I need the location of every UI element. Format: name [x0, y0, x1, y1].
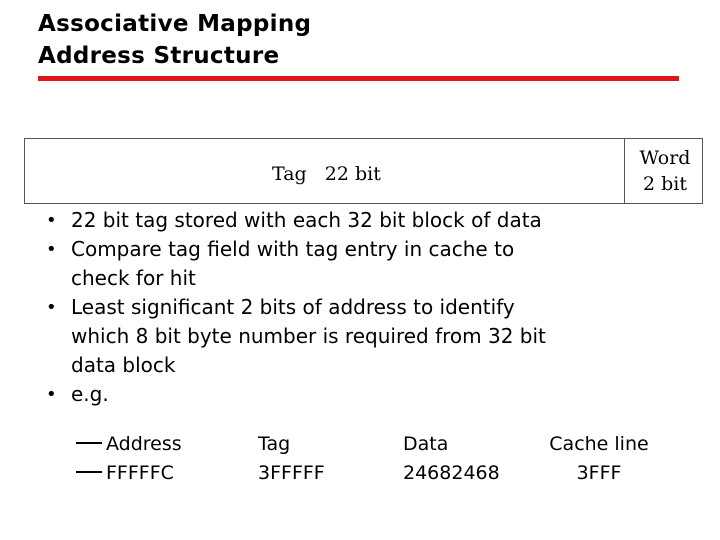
bullet-item: [46, 235, 672, 293]
example-data-value: 24682468: [403, 462, 500, 484]
address-structure-diagram: [24, 138, 703, 204]
example-cacheline-header: Cache line: [549, 433, 649, 455]
example-data-column: [403, 430, 500, 488]
example-data-header: Data: [403, 433, 449, 455]
slide-title-line-1: Associative Mapping: [38, 11, 312, 37]
tag-field-label: Tag 22 bit: [272, 163, 381, 185]
word-field-line-1: Word: [639, 147, 691, 169]
example-address-value-row: [76, 459, 182, 488]
word-field-line-2: 2 bit: [642, 173, 687, 195]
bullet-list: [46, 206, 672, 409]
bullet-text: Least significant 2 bits of address to identify: [71, 295, 515, 319]
bullet-item: [46, 206, 672, 235]
bullet-dot-icon: •: [46, 297, 57, 318]
bullet-text: which 8 bit byte number is required from 32 bit: [71, 324, 546, 348]
bullet-dot-icon: •: [46, 239, 57, 260]
bullet-text: 22 bit tag stored with each 32 bit block of data: [71, 208, 542, 232]
dash-bullet-icon: [76, 442, 102, 444]
slide-title-line-2: Address Structure: [38, 43, 280, 69]
dash-bullet-icon: [76, 471, 102, 473]
word-field-label: [629, 145, 701, 197]
field-divider: [624, 139, 625, 203]
example-address-column: [76, 430, 182, 488]
example-cacheline-column: [540, 430, 658, 488]
bullet-text: Compare tag field with tag entry in cache to: [71, 237, 515, 261]
example-address-header-row: [76, 430, 182, 459]
example-tag-column: [258, 430, 325, 488]
title-underline: [38, 76, 679, 81]
slide-title: [38, 8, 311, 72]
example-tag-header: Tag: [258, 433, 291, 455]
bullet-item: [46, 380, 672, 409]
bullet-text: data block: [71, 353, 176, 377]
example-cacheline-value: 3FFF: [576, 462, 622, 484]
example-address-header: Address: [106, 433, 182, 455]
bullet-dot-icon: •: [46, 210, 57, 231]
bullet-text: check for hit: [71, 266, 196, 290]
example-tag-value: 3FFFFF: [258, 462, 325, 484]
bullet-dot-icon: •: [46, 384, 57, 405]
example-address-value: FFFFFC: [106, 462, 174, 484]
bullet-text: e.g.: [71, 382, 109, 406]
bullet-item: [46, 293, 672, 380]
